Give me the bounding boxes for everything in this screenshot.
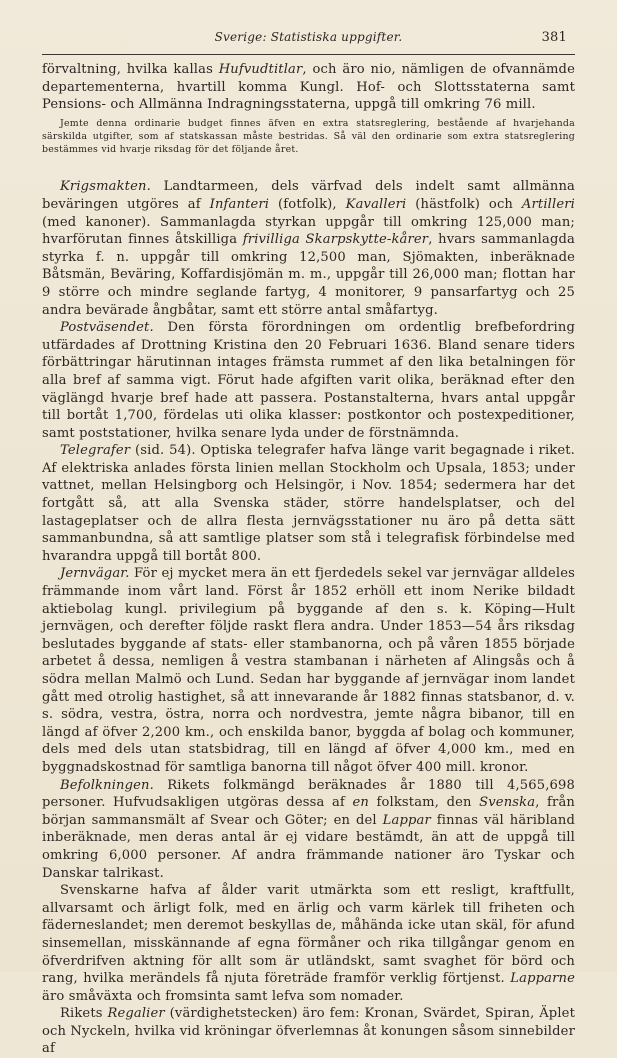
heading-postvasendet: Postväsendet. bbox=[60, 320, 154, 336]
heading-telegrafer: Telegrafer bbox=[60, 443, 131, 459]
section-gap bbox=[42, 156, 575, 178]
befolkningen-text-4: finnas väl häribland inberäknade, men deras antal är ej vidare bestämdt, än att de uppgå till omkring 6,000 personer. Af andra främmande nationer äro Tyskar och Danskar talrikast. bbox=[42, 812, 575, 881]
term-lappar: Lappar bbox=[382, 812, 431, 828]
krigsmakten-text-3: (hästfolk) och bbox=[406, 196, 522, 212]
intro-text-b: , och äro nio, nämligen de ofvannämde departementerna, hvartill komma Kungl. Hof- och Slottsstaterna samt Pensions- och Allmänna Indragningsstaterna, uppgå till omkring 76 mill. bbox=[42, 62, 575, 113]
term-regalier: Regalier bbox=[107, 1006, 165, 1022]
intro-text-a: förvaltning, hvilka kallas bbox=[42, 62, 219, 77]
term-svenska: Svenska bbox=[479, 795, 536, 811]
paragraph-regalier bbox=[42, 1005, 575, 1058]
krigsmakten-text-2: (fotfolk), bbox=[269, 196, 346, 212]
paragraph-befolkningen bbox=[42, 777, 575, 883]
paragraph-krigsmakten bbox=[42, 178, 575, 319]
footnote-budget: Jemte denna ordinarie budget finnes äfven en extra statsreglering, bestående af hvarjehanda särskilda utgifter, som af statskassan måste bestridas. Så väl den ordinarie som extra statsreglering bestämmes vid hvarje riksdag för det följande året. bbox=[42, 117, 575, 156]
svenskarne-text-2: äro småväxta och fromsinta samt lefva som nomader. bbox=[42, 988, 404, 1004]
telegrafer-text: (sid. 54). Optiska telegrafer hafva länge varit begagnade i riket. Af elektriska anlades första linien mellan Stockholm och Upsala, 1853; under vattnet, mellan Helsingborg och Helsingör, i Nov. 1854; sedermera har det fortgått så, att alla Svenska städer, större handelsplatser, och del lastageplatser och de allra flesta jernvägsstationer nu äro på detta sätt sammanbundna, så att samtlige platser som stå i telegrafisk förbindelse med hvarandra uppgå till bortåt 800. bbox=[42, 443, 575, 564]
term-lapparne: Lapparne bbox=[510, 971, 575, 987]
term-en: en bbox=[352, 795, 369, 811]
paragraph-postvasendet bbox=[42, 319, 575, 442]
paragraph-telegrafer bbox=[42, 442, 575, 565]
krigsmakten-text-1: Landtarmeen, dels värfvad dels indelt samt allmänna beväringen utgöres af bbox=[42, 179, 575, 212]
regalier-text-1: Rikets bbox=[60, 1006, 108, 1022]
krigsmakten-text-4: (med kanoner). Sammanlagda styrkan uppgår till omkring 125,000 man; hvarförutan finnes åtskilliga bbox=[42, 214, 575, 248]
term-infanteri: Infanteri bbox=[209, 196, 270, 212]
term-kavalleri: Kavalleri bbox=[345, 196, 407, 212]
term-artilleri: Artilleri bbox=[521, 196, 575, 212]
befolkningen-text-2: folkstam, den bbox=[368, 795, 480, 811]
running-header bbox=[42, 30, 575, 52]
term-frivilliga-skarpskytte: frivilliga Skarpskytte-kårer bbox=[242, 232, 429, 248]
page-number: 381 bbox=[541, 30, 567, 45]
jernvagar-text: För ej mycket mera än ett fjerdedels sekel var jernvägar alldeles främmande inom vårt land. Först år 1852 erhöll ett inom Nerike bildadt aktiebolag kungl. privilegium på byggande af den s. k. Köping—Hult jernvägen, och derefter följde raskt flera andra. Under 1853—54 års riksdag beslutades byggande af stats- eller stambanorna, och på våren 1855 började arbetet å dessa, nemligen å vestra stambanan i närheten af Alingsås och å södra mellan Malmö och Lund. Sedan har byggande af jernvägar inom landet gått med otrolig hastighet, så att innevarande år 1882 finnas statsbanor, d. v. s. södra, vestra, östra, norra och nordvestra, jemte några bibanor, till en längd af öfver 2,200 km., och enskilda banor, byggda af bolag och kommuner, dels med dels utan statsbidrag, till en längd af öfver 4,000 km., med en byggnadskostnad för samtliga banorna till något öfver 400 mill. kronor. bbox=[42, 566, 575, 775]
krigsmakten-text-5: , hvars sammanlagda styrka f. n. uppgår till omkring 12,500 man, Sjömakten, inberäknade Båtsmän, Beväring, Koffardisjömän m. m., uppgår till 26,000 man; flottan har 9 större och mindre seglande fartyg, 4 monitorer, 9 pansarfartyg och 25 andra bevärade ångbåtar, samt ett större antal småfartyg. bbox=[42, 232, 575, 318]
postvasendet-text: Den första förordningen om ordentlig brefbefordring utfärdades af Drottning Kristina den 20 Februari 1636. Bland senare tiders förbättringar härutinnan intages främsta rummet af den lika betalningen för alla bref af samma vigt. Förut hade afgiften varit olika, beräknad efter den väglängd hvarje bref hade att passera. Postanstalterna, hvars antal uppgår till bortåt 1,700, fördelas uti olika klasser: postkontor och postexpeditioner, samt poststationer, hvilka senare lyda under de förstnämnda. bbox=[42, 320, 575, 441]
befolkningen-text-1: Rikets folkmängd beräknades år 1880 till 4,565,698 personer. Hufvudsakligen utgöras dessa af bbox=[42, 777, 575, 811]
befolkningen-text-3: , från början sammansmält af Svear och Göter; en del bbox=[42, 795, 575, 828]
running-title: Sverige: Statistiska uppgifter. bbox=[214, 30, 403, 44]
heading-jernvagar: Jernvägar. bbox=[60, 566, 130, 582]
intro-paragraph bbox=[42, 61, 575, 114]
term-hufvudtitlar: Hufvudtitlar bbox=[218, 62, 303, 77]
header-rule bbox=[42, 54, 575, 55]
heading-befolkningen: Befolkningen. bbox=[60, 777, 154, 793]
paragraph-jernvagar bbox=[42, 565, 575, 776]
regalier-text-2: (värdighetstecken) äro fem: Kronan, Svärdet, Spiran, Äplet och Nyckeln, hvilka vid kröningar öfverlemnas åt konungen såsom sinnebilder af bbox=[42, 1006, 575, 1057]
svenskarne-text-1: Svenskarne hafva af ålder varit utmärkta som ett resligt, kraftfullt, allvarsamt och ärligt folk, med en ärlig och varm kärlek till friheten och fäderneslandet; men deremot beskyllas de, måhända icke utan skäl, för afund sinsemellan, misskännande af egna förmåner och rika tillgångar genom en öfverdrifven aktning för allt som är utländskt, samt svaghet för börd och rang, hvilka merändels få njuta företräde framför verklig förtjenst. bbox=[42, 883, 575, 987]
heading-krigsmakten: Krigsmakten. bbox=[60, 179, 151, 195]
paragraph-svenskarne bbox=[42, 882, 575, 1005]
